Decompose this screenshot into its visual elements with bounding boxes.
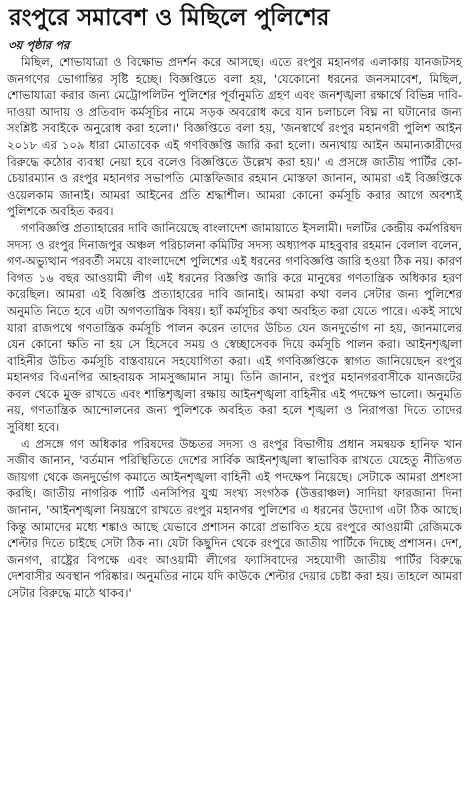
article-paragraph-1: মিছিল, শোভাযাত্রা ও বিক্ষোভ প্রদর্শন করে আসছে। এতে রংপুর মহানগর এলাকায় যানজটসহ জনগণের ভোগান্তির সৃষ্টি হচ্ছে। বিজ্ঞপ্তিতে বলা হয়, 'যেকোনো ধরনের জনসমাবেশ, মিছিল, শোভাযাত্রা করার জন্য মেট্রোপলিটন পুলিশের পূর্বানুমতি গ্রহণ এবং জনশৃঙ্খলা রক্ষার্থে বিভিন্ন দাবি-দাওয়া আদায় ও প্রতিবাদ কর্মসূচির নামে সড়ক অবরোধ করে যান চলাচলে বিঘ্ন না ঘটানোর জন্য সংশ্লিষ্ট সবাইকে অনুরোধ করা হলো।' বিজ্ঞপ্তিতে বলা হয়, 'জনস্বার্থে রংপুর মহানগরী পুলিশ আইন ২০১৮ এর ১০৯ ধারা মোতাবেক এই গণবিজ্ঞপ্তি জারি করা হলো। অন্যথায় আইন অমান্যকারীদের বিরুদ্ধে কঠোর ব্যবস্থা নেয়া হবে বলেও বিজ্ঞপ্তিতে উল্লেখ করা হয়।' এ প্রসঙ্গে জাতীয় পার্টির কো-চেয়ারম্যান ও রংপুর মহানগর সভাপতি মোস্তফিজার রহমান মোস্তফা জানান, আমরা এই বিজ্ঞপ্তিকে ওয়েলকাম জানাই। আমরা আইনের প্রতি শ্রদ্ধাশীল। আমরা কোনো কর্মসূচি করার আগে অবশ্যই পুলিশকে অবহিত করব। — [7, 55, 462, 219]
article-paragraph-3: এ প্রসঙ্গে গণ অধিকার পরিষদের উচ্চতর সদস্য ও রংপুর বিভাগীয় প্রধান সমন্বয়ক হানিফ খান সজীব জানান, 'বর্তমান পরিস্থিতিতে দেশের সার্বিক আইনশৃঙ্খলা স্বাভাবিক রাখতে যেহেতু নীতিগত জায়গা থেকে জনদুর্ভোগ কমাতে আইনশৃঙ্খলা বাহিনী এই পদক্ষেপ নিয়েছে। সেটাকে আমরা প্রশংসা করছি। জাতীয় নাগরিক পার্টি এনসিপির যুগ্ম সংখ্য সংগঠক (উত্তরাঞ্চল) সাদিয়া ফারজানা দিনা জানান, 'আইনশৃঙ্খলা নিয়ন্ত্রণে রাখতে রংপুর মহানগর পুলিশের এ ধরনের উদ্যোগ এটা ঠিক আছে। কিন্তু আমাদের মধ্যে শঙ্কাও আছে যেভাবে প্রশাসন কারো প্রভাবিত হয়ে রংপুরে আওয়ামী রেজিমকে শেল্টার দিতে চাইছে সেটা ঠিক না। যেটা কিছুদিন থেকে রংপুরে জাতীয় পার্টিকে দিচ্ছে প্রশাসন। দেশ, জনগণ, রাষ্ট্রের বিপক্ষে এবং আওয়ামী লীগের ফ্যাসিবাদের সহযোগী জাতীয় পার্টির বিরুদ্ধে দেশবাসীর অবস্থান পরিষ্কার। অনুমতির নামে যদি কাউকে শেল্টার দেয়ার চেষ্টা করা হয়। তাহলে আমরা সেটার বিরুদ্ধে মাঠে থাকব।' — [7, 436, 462, 600]
article-headline: রংপুরে সমাবেশ ও মিছিলে পুলিশের — [9, 4, 330, 31]
article-paragraph-2: গণবিজ্ঞপ্তি প্রত্যাহারের দাবি জানিয়েছে বাংলাদেশ জামায়াতে ইসলামী। দলটির কেন্দ্রীয় কর্মপরিষদ সদস্য ও রংপুর দিনাজপুর অঞ্চল পরিচালনা কমিটির সদস্য অধ্যাপক মাহবুবার রহমান বেলাল বলেন, গণ-অভ্যুত্থান পরবর্তী সময়ে বাংলাদেশে পুলিশের এই ধরনের গণবিজ্ঞপ্তি জারি হওয়া ঠিক নয়। কারণ বিগত ১৬ বছর আওয়ামী লীগ এই ধরনের বিজ্ঞপ্তি জারি করে মানুষের গণতান্ত্রিক অধিকার হরণ করেছিল। আমরা এই বিজ্ঞপ্তি প্রত্যাহারের দাবি জানাই। আমরা কথা বলব সেটার জন্য পুলিশের অনুমতি নিতে হবে এটা অগণতান্ত্রিক বিষয়। হ্যাঁ কর্মসূচির কথা অবহিত করা যেতে পারে। একই সাথে যারা রাজপথে গণতান্ত্রিক কর্মসূচি পালন করেন তাদের উচিত যেন জনদুর্ভোগ না হয়, জানমালের যেন কোনো ক্ষতি না হয় সে হিসেবে সময় ও স্বেচ্ছাসেবক দিয়ে কর্মসূচি পালন করা। আইনশৃঙ্খলা বাহিনীর উচিত কর্মসূচি বাস্তবায়নে সহযোগিতা করা। এই গণবিজ্ঞপ্তিকে স্বাগত জানিয়েছেন রংপুর মহানগর বিএনপির আহবায়ক সামসুজ্জামান সামু। তিনি জানান, রংপুর মহানগরবাসীকে যানজটের কবল থেকে মুক্ত রাখতে এবং শান্তিশৃঙ্খলা রক্ষায় আইনশৃঙ্খলা বাহিনীর এই পদক্ষেপ ভালো। অনুমতি নয়, গণতান্ত্রিক আন্দোলনের জন্য পুলিশকে অবহিত করা হলে শৃঙ্খলা ও নিরাপত্তা দিতে তাদের সুবিধা হবে। — [7, 220, 462, 435]
article-body — [7, 54, 462, 602]
continued-from-label: ৩য় পৃষ্ঠার পর — [8, 38, 70, 52]
